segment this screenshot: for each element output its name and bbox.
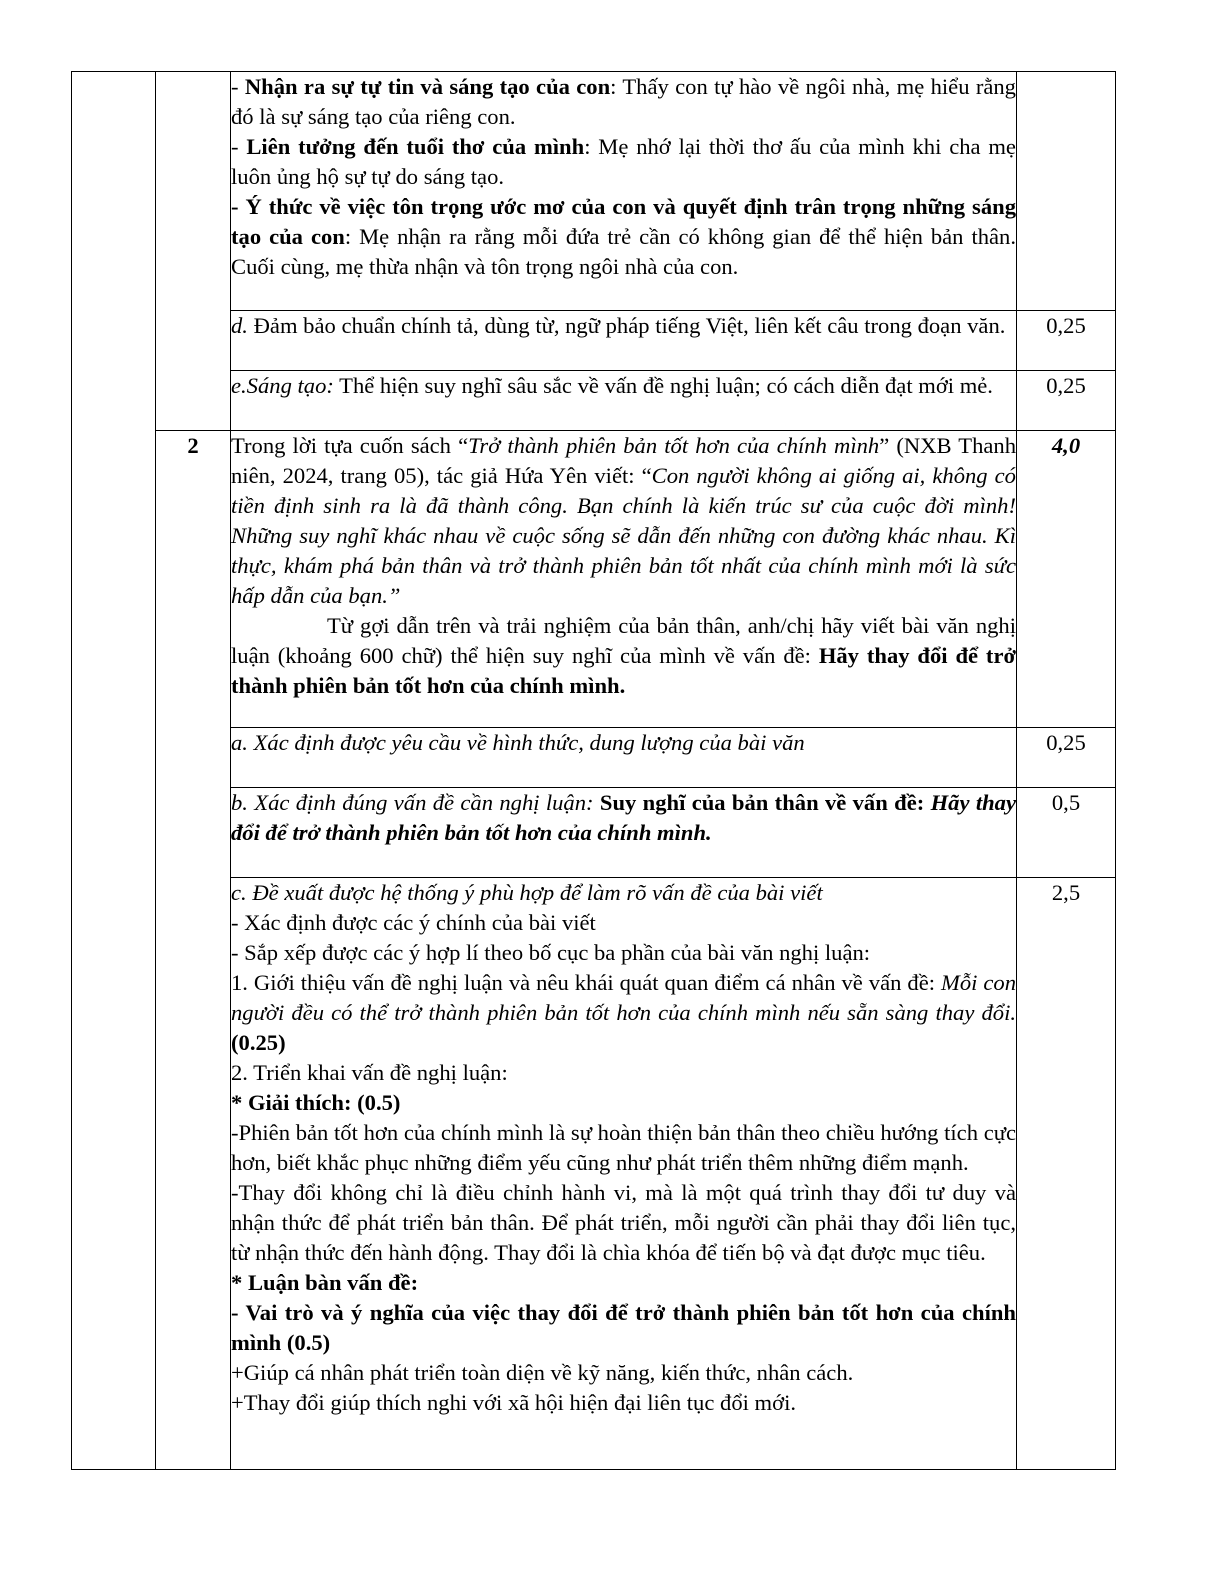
prompt-paragraph [231,431,1016,611]
score-cell: 4,0 [1017,431,1116,728]
score-cell: 2,5 [1017,878,1116,1470]
criterion-label: b. Xác định đúng vấn đề cần nghị luận: [231,790,594,815]
score-cell: 0,25 [1017,371,1116,431]
content-cell [231,878,1017,1470]
list-item-points: (0.25) [231,1030,286,1055]
list-item-text: 1. Giới thiệu vấn đề nghị luận và nêu khái quát quan điểm cá nhân về vấn đề: [231,970,941,995]
criterion-label: c. Đề xuất được hệ thống ý phù hợp để làm rõ vấn đề của bài viết [231,880,823,905]
criterion-text: : Thấy con tự hào về ngôi nhà, mẹ hiểu rằng đó là sự sáng tạo của riêng con. [231,74,1016,129]
criterion-text: : Mẹ nhớ lại thời thơ ấu của mình khi cha mẹ luôn ủng hộ sự tự do sáng tạo. [231,134,1016,189]
book-title: Trở thành phiên bản tốt hơn của chính mình [468,433,880,458]
criterion-label: a. Xác định được yêu cầu về hình thức, dung lượng của bài văn [231,730,805,755]
content-cell [231,788,1017,878]
list-item-italic: Mỗi con người đều có thể trở thành phiên bản tốt hơn của chính mình nếu sẵn sàng thay đổi. [231,970,1016,1025]
content-cell [231,371,1017,431]
list-item: - Sắp xếp được các ý hợp lí theo bố cục ba phần của bài văn nghị luận: [231,940,871,965]
criterion-text: : Mẹ nhận ra rằng mỗi đứa trẻ cần có không gian để thể hiện bản thân. Cuối cùng, mẹ thừa nhận và tôn trọng ngôi nhà của con. [231,224,1016,279]
grading-table [71,71,1116,1470]
criterion-paragraph: - Liên tưởng đến tuổi thơ của mình: Mẹ nhớ lại thời thơ ấu của mình khi cha mẹ luôn ủng hộ sự tự do sáng tạo. [231,134,1016,189]
list-item: - Vai trò và ý nghĩa của việc thay đổi để trở thành phiên bản tốt hơn của chính mình (0.5) [231,1300,1016,1355]
criterion-label: e.Sáng tạo: [231,373,334,398]
criterion-heading: Suy nghĩ của bản thân về vấn đề: [593,790,925,815]
content-cell [231,311,1017,371]
score-cell: 0,5 [1017,788,1116,878]
criterion-topic: Hãy thay đổi để trở thành phiên bản tốt hơn của chính mình. [231,790,1016,845]
criterion-heading: - Ý thức về việc tôn trọng ước mơ của con và quyết định trân trọng những sáng tạo của con [231,194,1016,249]
task-topic: Hãy thay đổi để trở thành phiên bản tốt hơn của chính mình. [231,643,1016,698]
section-cell [72,72,156,1470]
criterion-paragraph [231,192,1016,282]
list-item: -Phiên bản tốt hơn của chính mình là sự hoàn thiện bản thân theo chiều hướng tích cực hơn, biết khắc phục những điểm yếu cũng như phát triển thêm những điểm mạnh. [231,1120,1016,1175]
task-text: Từ gợi dẫn trên và trải nghiệm của bản thân, anh/chị hãy viết bài văn nghị luận (khoảng 600 chữ) thể hiện suy nghĩ của mình về vấn đề: [231,613,1016,668]
list-item: - Xác định được các ý chính của bài viết [231,910,596,935]
content-cell [231,728,1017,788]
score-cell [1017,72,1116,311]
criterion-heading: Liên tưởng đến tuổi thơ của mình [246,134,585,159]
list-item: * Luận bàn vấn đề: [231,1270,419,1295]
score-cell: 0,25 [1017,311,1116,371]
list-item: 2. Triển khai vấn đề nghị luận: [231,1060,508,1085]
list-item: +Thay đổi giúp thích nghi với xã hội hiện đại liên tục đổi mới. [231,1390,796,1415]
list-item: -Thay đổi không chỉ là điều chỉnh hành vi, mà là một quá trình thay đổi tư duy và nhận thức để phát triển bản thân. Để phát triển, mỗi người cần phải thay đổi liên tục, từ nhận thức đến hành động. Thay đổi là chìa khóa để tiến bộ và đạt được mục tiêu. [231,1180,1016,1265]
prompt-intro: Trong lời tựa cuốn sách “ [231,433,469,458]
section-heading [231,878,1016,908]
criterion-text: Đảm bảo chuẩn chính tả, dùng từ, ngữ pháp tiếng Việt, liên kết câu trong đoạn văn. [247,313,1006,338]
list-item [231,968,1016,1058]
question-number: 2 [156,431,231,1470]
task-paragraph [231,611,1016,701]
criterion-paragraph: - Nhận ra sự tự tin và sáng tạo của con: Thấy con tự hào về ngôi nhà, mẹ hiểu rằng đó là sự sáng tạo của riêng con. [231,74,1016,129]
list-item: +Giúp cá nhân phát triển toàn diện về kỹ năng, kiến thức, nhân cách. [231,1360,854,1385]
content-cell [231,72,1017,311]
criterion-heading: Nhận ra sự tự tin và sáng tạo của con [244,74,611,99]
criterion-label: d. [231,313,248,338]
question-cell [156,72,231,431]
quote-text: Con người không ai giống ai, không có tiền định sinh ra là đã thành công. Bạn chính là kiến trúc sư của cuộc đời mình! Những suy nghĩ khác nhau về cuộc sống sẽ dẫn đến những con đường khác nhau. Kì thực, khám phá bản thân và trở thành phiên bản tốt nhất của chính mình mới là sức hấp dẫn của bạn.” [231,463,1016,608]
table-row [72,431,1116,728]
content-cell [231,431,1017,728]
list-item: * Giải thích: (0.5) [231,1090,401,1115]
criterion-text: Thể hiện suy nghĩ sâu sắc về vấn đề nghị luận; có cách diễn đạt mới mẻ. [333,373,993,398]
prompt-source: ” (NXB Thanh niên, 2024, trang 05), tác giả Hứa Yên viết: “ [231,433,1016,488]
table-row [72,72,1116,311]
score-cell: 0,25 [1017,728,1116,788]
